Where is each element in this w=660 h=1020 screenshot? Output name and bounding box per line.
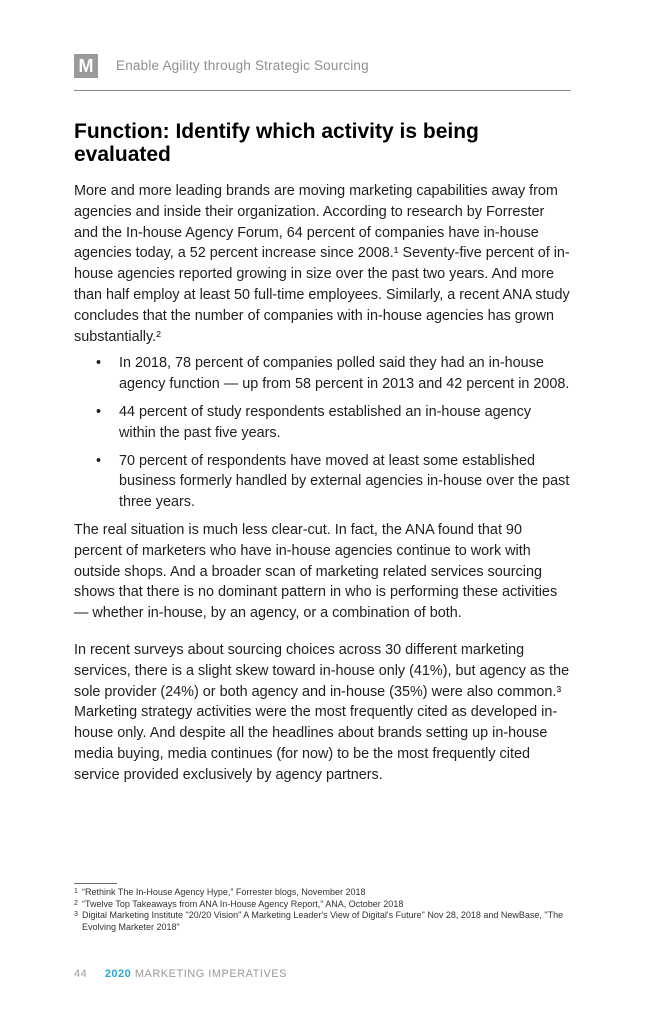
running-title: Enable Agility through Strategic Sourcing [116, 58, 369, 73]
paragraph-intro: More and more leading brands are moving marketing capabilities away from agencies and inside their organization. According to research by Forrester and the In-house Agency Forum, 64 percent of companies have in-house agencies today, a 52 percent increase since 2008.¹ Seventy-five percent of in-house agencies reported growing in size over the past two years. And more than half employ at least 50 full-time employees. Similarly, a recent ANA study concludes that the number of companies with in-house agencies has grown substantially.² [74, 183, 570, 345]
list-item [74, 451, 571, 513]
list-item [74, 402, 571, 444]
footnote-text: “Twelve Top Takeaways from ANA In-House Agency Report,” ANA, October 2018 [82, 898, 404, 909]
page-footer [74, 968, 287, 980]
bullet-list [74, 353, 571, 513]
brand-logo-icon: M [74, 54, 98, 78]
bullet-icon: • [96, 452, 102, 469]
footnote-number: 1 [74, 888, 78, 895]
footnote-number: 2 [74, 899, 78, 907]
list-item [74, 353, 571, 395]
footnote-divider [74, 883, 117, 884]
list-item-text: 44 percent of study respondents established an in-house agency within the past five years. [119, 403, 532, 441]
footnote [74, 899, 571, 911]
bullet-icon: • [96, 355, 102, 372]
bullet-icon: • [96, 403, 102, 420]
footnotes [74, 887, 571, 933]
footnote [74, 910, 571, 933]
paragraph-situation: The real situation is much less clear-cut. In fact, the ANA found that 90 percent of marketers who have in-house agencies continue to work with outside shops. And a broader scan of marketing related services sourcing shows that there is no dominant pattern in who is performing these activities — whether in-house, by an agency, or a combination of both. [74, 521, 558, 622]
page-number: 44 [74, 968, 88, 980]
list-item-text: In 2018, 78 percent of companies polled said they had an in-house agency function — up from 58 percent in 2013 and 42 percent in 2008. [119, 355, 570, 393]
footnote [74, 887, 571, 899]
paragraph-surveys: In recent surveys about sourcing choices across 30 different marketing services, there is a slight skew toward in-house only (41%), but agency as the sole provider (24%) or both agency and in-house (35%) were also common.³ Marketing strategy activities were the most frequently cited as developed in-house only. And despite all the headlines about brands setting up in-house media buying, media continues (for now) to be the most frequently cited service provided exclusively by agency partners. [74, 641, 570, 783]
footnote-number: 3 [74, 911, 78, 918]
section-heading: Function: Identify which activity is being evaluated [74, 120, 479, 166]
list-item-text: 70 percent of respondents have moved at least some established business formerly handled by external agencies in-house over the past three years. [119, 452, 570, 511]
footnote-text: “Rethink The In-House Agency Hype,” Forrester blogs, November 2018 [82, 887, 366, 897]
body-text [74, 181, 571, 786]
page-header [74, 54, 571, 91]
footnote-text: Digital Marketing Institute "20/20 Vision" A Marketing Leader's View of Digital's Future" Nov 28, 2018 and NewBase, "The Evolving Marketer 2018" [82, 910, 564, 932]
publication-year: 2020 [104, 968, 132, 980]
publication-title: MARKETING IMPERATIVES [134, 968, 287, 980]
